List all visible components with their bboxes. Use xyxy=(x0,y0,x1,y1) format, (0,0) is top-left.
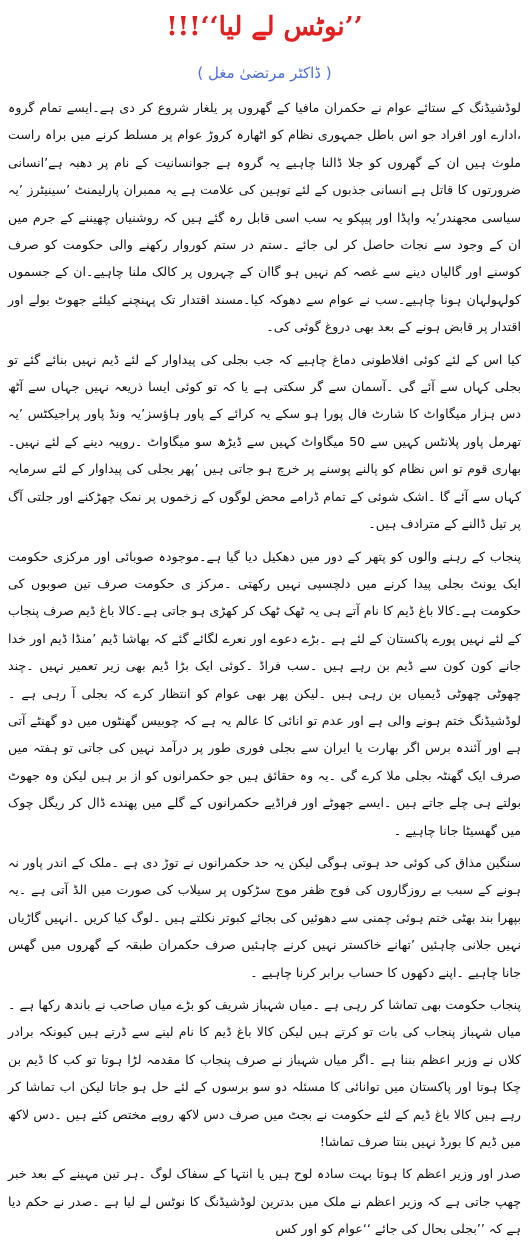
article-body xyxy=(8,94,521,1243)
article-author: ( ڈاکٹر مرتضیٰ مغل ) xyxy=(197,64,332,82)
article-title: ’’نوٹس لے لیا‘‘!!! xyxy=(166,12,363,42)
article-paragraph: سنگین مذاق کی کوئی حد ہوتی ہوگی لیکن یہ حد حکمرانوں نے توڑ دی ہے ۔ملک کے اندر پاور نہ ہونے کے سبب بے روزگاروں کی فوج ظفر موج سڑکوں پر سیلاب کی صورت میں الڈ آتی ہے ۔یہ بپھرا بند بھٹی ختم ہوئی چمنی سے دھوئیں کی بجائے کبوتر نکلتے ہیں ۔لوگ کیا کریں ۔انہیں گاڑیاں نہیں جلانی چاہئیں ’تھانے خاکستر نہیں کرنے چاہئیں صرف حکمران طبقہ کے گھروں میں گھس جانا چاہیے ۔اپنے دکھوں کا حساب برابر کرنا چاہیے ۔ xyxy=(8,854,521,980)
article-paragraph: پنجاب حکومت بھی تماشا کر رہی ہے ۔میاں شہباز شریف کو بڑے میاں صاحب نے باندھ رکھا ہے ۔میاں شہباز پنجاب کی بات تو کرتے ہیں لیکن کالا باغ ڈیم کا نام لینے سے ڈرتے ہیں کیونکہ برادر کلاں نے وزیر اعظم بننا ہے ۔اگر میاں شہباز نے صرف پنجاب کا مقدمہ لڑا ہوتا تو کب کا ڈیم بن چکا ہوتا اور پاکستان میں توانائی کا مسئلہ دو سو برسوں کے لئے حل ہو جاتا لیکن اب تماشا کر رہے ہیں کالا باغ ڈیم کے لئے حکومت نے بجٹ میں صرف دس لاکھ روپے مختص کئے ہیں ۔دس لاکھ میں ڈیم کا بورڈ نہیں بنتا صرف تماشا! xyxy=(8,997,521,1150)
article-paragraph: کیا اس کے لئے کوئی افلاطونی دماغ چاہیے کہ جب بجلی کی پیداوار کے لئے ڈیم نہیں بنائے گئے تو بجلی کہاں سے آئے گی ۔آسمان سے گر سکتی ہے یا کہ تو کوئی ایسا ذریعہ نہیں جہاں سے آٹھ دس ہزار میگاواٹ کا شارٹ فال پورا ہو سکے یہ کرائے کے پاور ہاؤسز’یہ ونڈ پاور پراجیکٹس ’یہ تھرمل پاور پلانٹس کہیں سے 50 میگاواٹ کہیں سے ڈیڑھ سو میگاواٹ ۔روپیہ دینے کے لئے نہیں۔بھاری قوم تو اس نظام کو پالنے پوسنے پر خرچ ہو جاتی ہیں ’پھر بجلی کی پیداوار کے لئے سرمایہ کہاں سے آئے گا ۔اشک شوئی کے تمام ڈرامے محض لوگوں کے زخموں پر نمک چھڑکنے اور جلتی آگ پر تیل ڈالنے کے مترادف ہیں۔ xyxy=(8,351,521,532)
article-paragraph: لوڈشیڈنگ کے ستائے عوام نے حکمران مافیا کے گھروں پر یلغار شروع کر دی ہے۔ایسے تمام گروہ ،ادارے اور افراد جو اس باطل جمہوری نظام کو اٹھارہ کروڑ عوام پر مسلط کرنے میں براہ راست ملوث ہیں ان کے گھروں کو جلا ڈالنا چاہیے یہ گروہ ہے جوانسانیت کے نام پر دھبہ ہے’انسانی ضرورتوں کا قاتل ہے انسانی جذبوں کے لئے توہین کی علامت ہے یہ ممبران پارلیمنٹ ’سینیٹرز ’یہ سیاسی مجھندر’یہ واپڈا اور پیپکو یہ سب اسی قابل رہ گئے ہیں کہ روشنیاں چھیننے کے جرم میں ان کے وجود سے نجات حاصل کر لی جائے ۔ستم در ستم کوروار رکھنے والی حکومت کو صرف کوسنے اور گالیاں دینے سے غصہ کم نہیں ہو گاان کے چہروں پر کالک ملنا چاہیے۔ان کے جسموں کولہولہان ہونا چاہیے۔سب نے عوام سے دھوکہ کیا۔مسند اقتدار تک پہنچنے کیلئے جھوٹ بولے اور اقتدار پر قابض ہونے کے بعد بھی دروغ گوئی کی۔ xyxy=(8,100,521,335)
article-paragraph: صدر اور وزیر اعظم کا ہوتا بہت سادہ لوح ہیں یا انتہا کے سفاک لوگ ۔ہر تین مہینے کے بعد خبر چھپ جاتی ہے کہ وزیر اعظم نے ملک میں بدترین لوڈشیڈنگ کا نوٹس لے لیا ہے ۔صدر نے حکم دیا ہے کہ ’’بجلی بحال کی جائے ‘‘عوام کو اور کس xyxy=(8,1166,521,1237)
article-paragraph: پنجاب کے رہنے والوں کو پتھر کے دور میں دھکیل دیا گیا ہے۔موجودہ صوبائی اور مرکزی حکومت ایک یونٹ بجلی پیدا کرنے میں دلچسپی نہیں رکھتی ۔مرکز ی حکومت صرف تین صوبوں کی حکومت ہے۔کالا باغ ڈیم کا نام آتے ہی یہ ٹھک ٹھک کر کھڑی ہو جاتی ہے۔کالا باغ ڈیم صرف پنجاب کے لئے نہیں پورے پاکستان کے لئے ہے ۔بڑے دعوے اور نعرے لگائے گئے کہ بھاشا ڈیم ’منڈا ڈیم اور خدا جانے کون کون سے ڈیم بن رہے ہیں ۔سب فراڈ ۔کوئی ایک بڑا ڈیم بھی زیر تعمیر نہیں ۔چند چھوٹی چھوٹی ڈیمیاں بن رہی ہیں ۔لیکن پھر بھی عوام کو انتظار کرے کہ بجلی آ رہی ہے ۔لوڈشیڈنگ ختم ہونے والی ہے اور عدم تو انائی کا عالم یہ ہے کہ چوبیس گھنٹوں میں دو گھنٹے آتی ہے اور آئندہ برس اگر بھارت یا ایران سے بجلی فوری طور پر درآمد نہیں کی جاتی تو ہفتہ میں صرف ایک گھنٹہ بجلی ملا کرے گی ۔یہ وہ حقائق ہیں جو حکمرانوں کو از بر ہیں لیکن وہ جھوٹ بولتے ہی چلے جاتے ہیں ۔ایسے جھوٹے اور فراڈیے حکمرانوں کے گلے میں پھندے ڈال کر ریگل چوک میں گھسیٹا جانا چاہیے ۔ xyxy=(8,548,521,838)
